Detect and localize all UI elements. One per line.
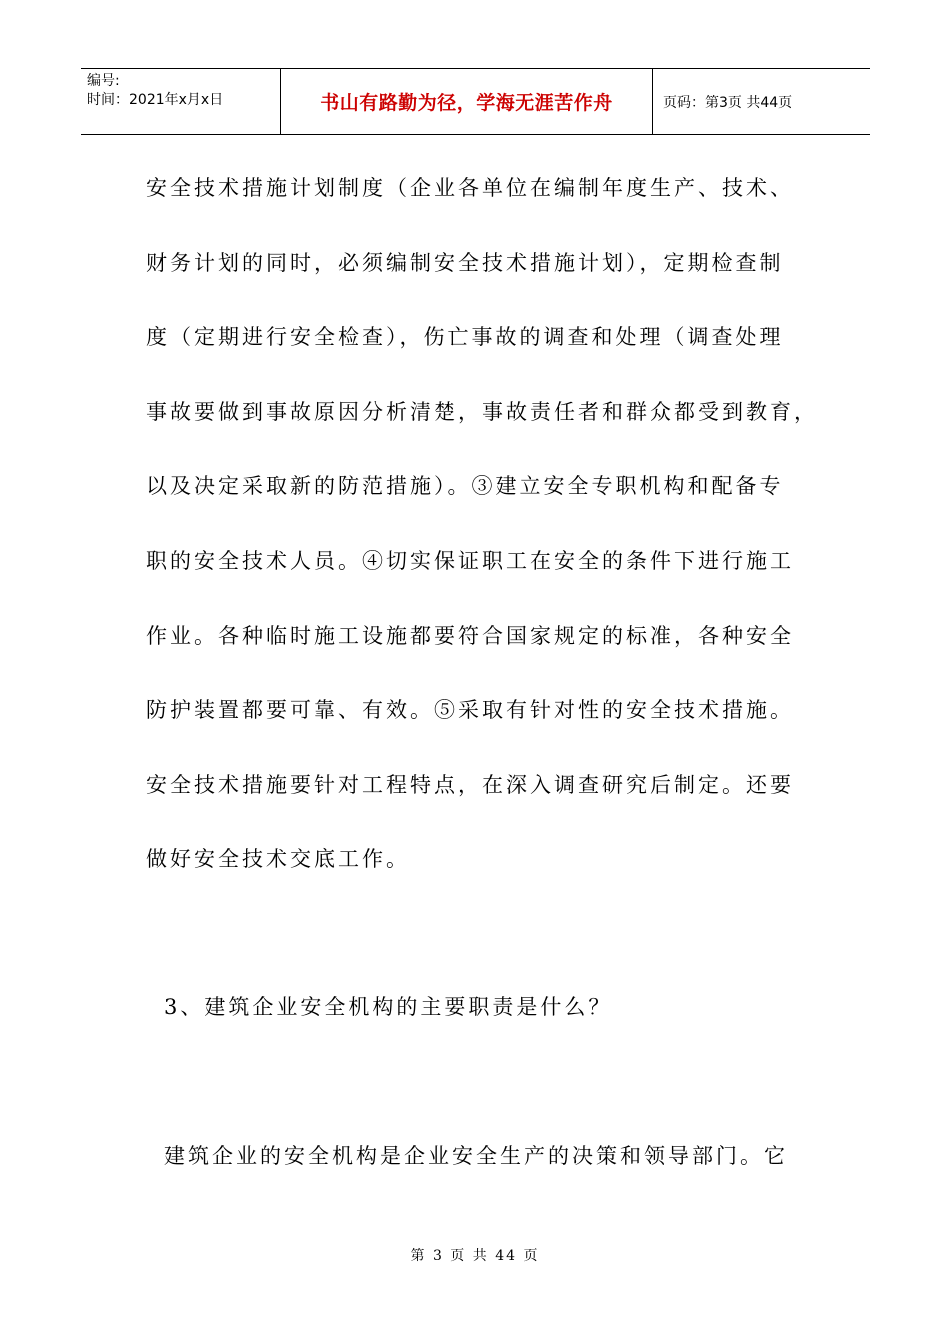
question-heading: 3、建筑企业安全机构的主要职责是什么？ — [164, 995, 613, 1019]
page-footer: 第 3 页 共 44 页 — [410, 1248, 540, 1264]
document-time-label: 时间：2021年x月x日 — [87, 92, 224, 108]
header-motto-cell — [281, 69, 653, 134]
body-line: 职的安全技术人员。④切实保证职工在安全的条件下进行施工 — [146, 549, 794, 573]
header-page-cell — [653, 69, 870, 134]
header-page-info: 页码：第3页 共44页 — [663, 94, 793, 111]
document-number-label: 编号: — [87, 73, 120, 89]
header-meta-cell — [81, 69, 281, 134]
body-line: 安全技术措施计划制度（企业各单位在编制年度生产、技术、 — [146, 176, 794, 200]
body-line: 以及决定采取新的防范措施）。③建立安全专职机构和配备专 — [146, 474, 784, 498]
body-line: 度（定期进行安全检查），伤亡事故的调查和处理（调查处理 — [146, 325, 784, 349]
body-line: 事故要做到事故原因分析清楚，事故责任者和群众都受到教育， — [146, 400, 818, 424]
answer-paragraph: 建筑企业的安全机构是企业安全生产的决策和领导部门。它 — [164, 1144, 788, 1168]
body-line: 作业。各种临时施工设施都要符合国家规定的标准，各种安全 — [146, 624, 794, 648]
header-motto: 书山有路勤为径，学海无涯苦作舟 — [320, 92, 613, 114]
body-line: 财务计划的同时，必须编制安全技术措施计划），定期检查制 — [146, 251, 784, 275]
body-line: 做好安全技术交底工作。 — [146, 847, 410, 871]
body-line: 防护装置都要可靠、有效。⑤采取有针对性的安全技术措施。 — [146, 698, 794, 722]
body-line: 安全技术措施要针对工程特点，在深入调查研究后制定。还要 — [146, 773, 794, 797]
page-header — [81, 68, 870, 135]
